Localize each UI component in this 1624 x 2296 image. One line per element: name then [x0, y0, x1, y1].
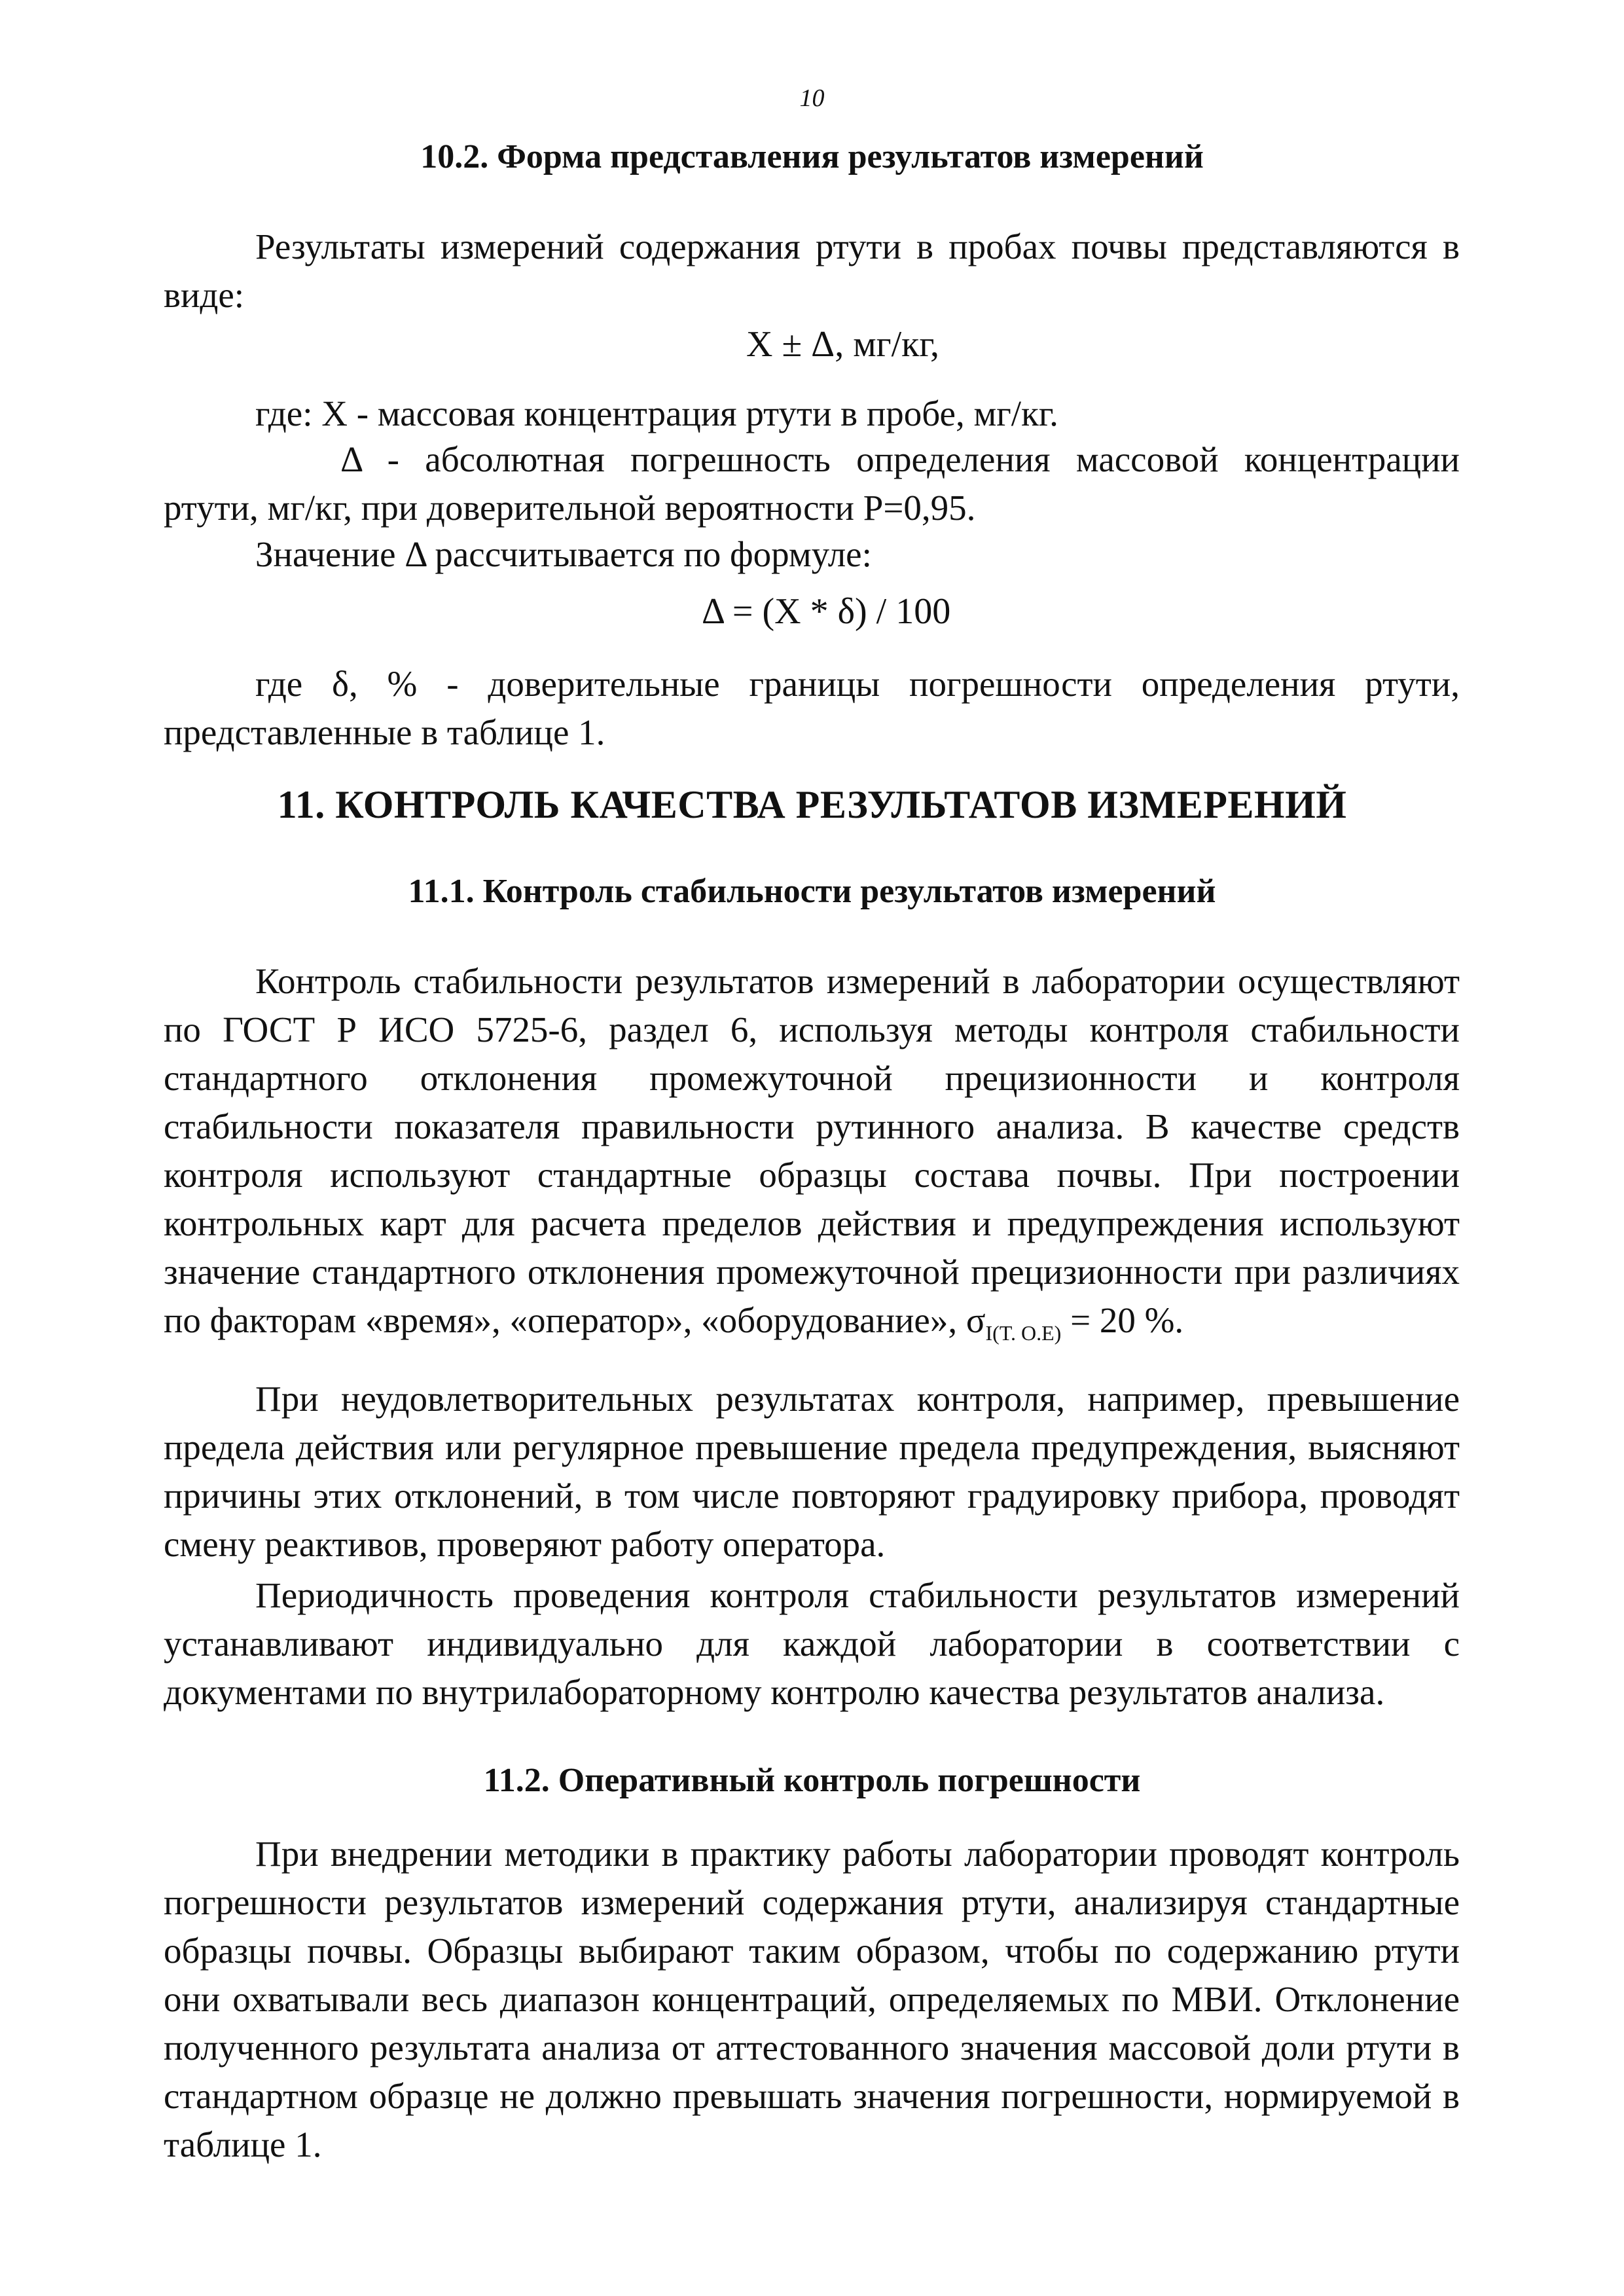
- paragraph-1-text: Контроль стабильности результатов измерений в лаборатории осуществляют по ГОСТ Р ИСО 5725-6, раздел 6, используя методы контроля стабильности стандартного отклонения промежуточной прецизионности и контроля стабильности показателя правильности рутинного анализа. В качестве средств контроля используют стандартные образцы состава почвы. При построении контрольных карт для расчета пределов действия и предупреждения используют значение стандартного отклонения промежуточной прецизионности при различиях по факторам «время», «оператор», «оборудование»,: [164, 961, 1460, 1340]
- delta-calculation-intro: Значение Δ рассчитывается по формуле:: [255, 534, 872, 574]
- section-11-1-paragraph-1: [164, 957, 1460, 1357]
- definition-delta: Δ - абсолютная погрешность определения массовой концентрации ртути, мг/кг, при доверительной вероятности P=0,95.: [164, 439, 1460, 528]
- section-11-2-paragraph-1: При внедрении методики в практику работы лаборатории проводят контроль погрешности результатов измерений содержания ртути, анализируя стандартные образцы почвы. Образцы выбирают таким образом, чтобы по содержанию ртути они охватывали весь диапазон концентраций, определяемых по МВИ. Отклонение полученного результата анализа от аттестованного значения массовой доли ртути в стандартном образце не должно превышать значения погрешности, нормируемой в таблице 1.: [164, 1834, 1460, 2164]
- sigma-symbol: σ: [965, 1300, 986, 1340]
- section-11-1-paragraph-2: При неудовлетворительных результатах контроля, например, превышение предела действия или регулярное превышение предела предупреждения, выясняют причины этих отклонений, в том числе повторяют градуировку прибора, проводят смену реактивов, проверяют работу оператора.: [164, 1379, 1460, 1564]
- page-number: 10: [799, 84, 825, 112]
- section-10-2-intro: Результаты измерений содержания ртути в пробах почвы представляются в виде:: [164, 227, 1460, 315]
- sigma-subscript: I(T. O.E): [985, 1321, 1062, 1345]
- section-11-2-heading: 11.2. Оперативный контроль погрешности: [483, 1762, 1141, 1799]
- definition-x: где: X - массовая концентрация ртути в пробе, мг/кг.: [255, 393, 1058, 433]
- section-11-1-paragraph-3: Периодичность проведения контроля стабильности результатов измерений устанавливают индивидуально для каждой лаборатории в соответствии с документами по внутрилабораторному контролю качества результатов анализа.: [164, 1575, 1460, 1712]
- formula-result-format: X ± Δ, мг/кг,: [746, 324, 940, 365]
- sigma-value: = 20 %.: [1070, 1300, 1184, 1340]
- section-11-1-heading: 11.1. Контроль стабильности результатов измерений: [408, 873, 1216, 910]
- formula-delta: Δ = (X * δ) / 100: [702, 591, 951, 632]
- section-11-heading: 11. КОНТРОЛЬ КАЧЕСТВА РЕЗУЛЬТАТОВ ИЗМЕРЕНИЙ: [277, 783, 1347, 826]
- definition-delta-bounds: где δ, % - доверительные границы погрешности определения ртути, представленные в таблице 1.: [164, 664, 1460, 752]
- section-10-2-heading: 10.2. Форма представления результатов измерений: [420, 138, 1204, 175]
